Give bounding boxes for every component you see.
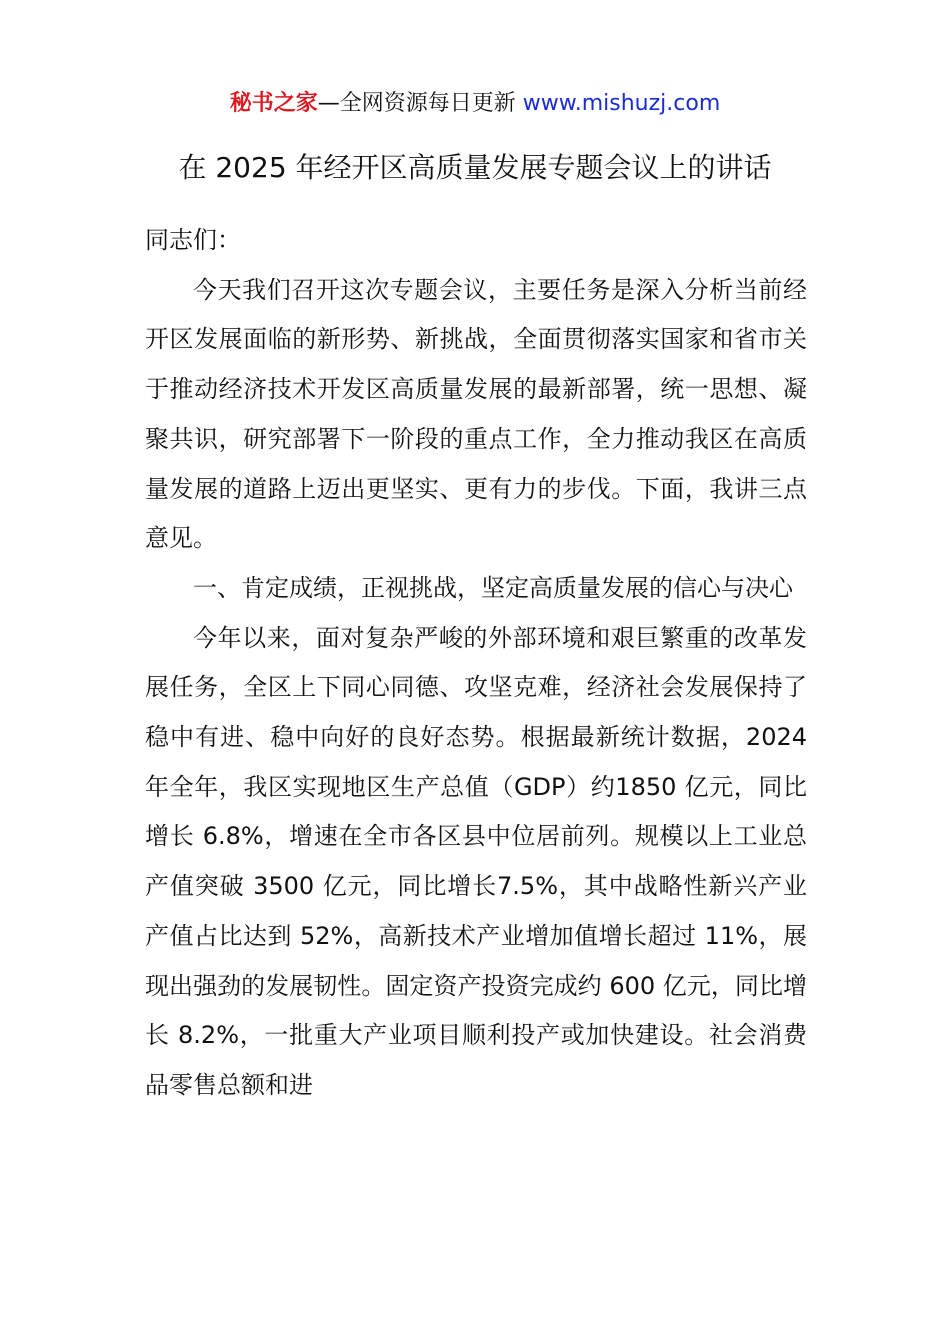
document-body [145,216,807,1111]
site-url-link[interactable]: www.mishuzj.com [522,91,721,116]
site-header [0,88,950,120]
section-heading-one: 一、肯定成绩，正视挑战，坚定高质量发展的信心与决心 [193,573,793,602]
salutation: 同志们： [145,226,241,254]
document-title: 在 2025 年经开区高质量发展专题会议上的讲话 [178,151,772,184]
paragraph-achievements: 今年以来，面对复杂严峻的外部环境和艰巨繁重的改革发展任务，全区上下同心同德、攻坚克难，经济社会发展保持了稳中有进、稳中向好的良好态势。根据最新统计数据，2024 年全年，我区实现地区生产总值（GDP）约1850 亿元，同比增长 6.8%，增速在全市各区县中位居前列。规模以上工业总产值突破 3500 亿元，同比增长7.5%，其中战略性新兴产业产值占比达到 52%，高新技术产业增加值增长超过 11%，展现出强劲的发展韧性。固定资产投资完成约 600 亿元，同比增长 8.2%，一批重大产业项目顺利投产或加快建设。社会消费品零售总额和进 [145,623,807,1099]
site-brand: 秘书之家 [229,91,318,116]
site-tagline: —全网资源每日更新 [317,91,523,116]
paragraph-intro: 今天我们召开这次专题会议，主要任务是深入分析当前经开区发展面临的新形势、新挑战，全面贯彻落实国家和省市关于推动经济技术开发区高质量发展的最新部署，统一思想、凝聚共识，研究部署下一阶段的重点工作，全力推动我区在高质量发展的道路上迈出更坚实、更有力的步伐。下面，我讲三点意见。 [145,275,807,553]
